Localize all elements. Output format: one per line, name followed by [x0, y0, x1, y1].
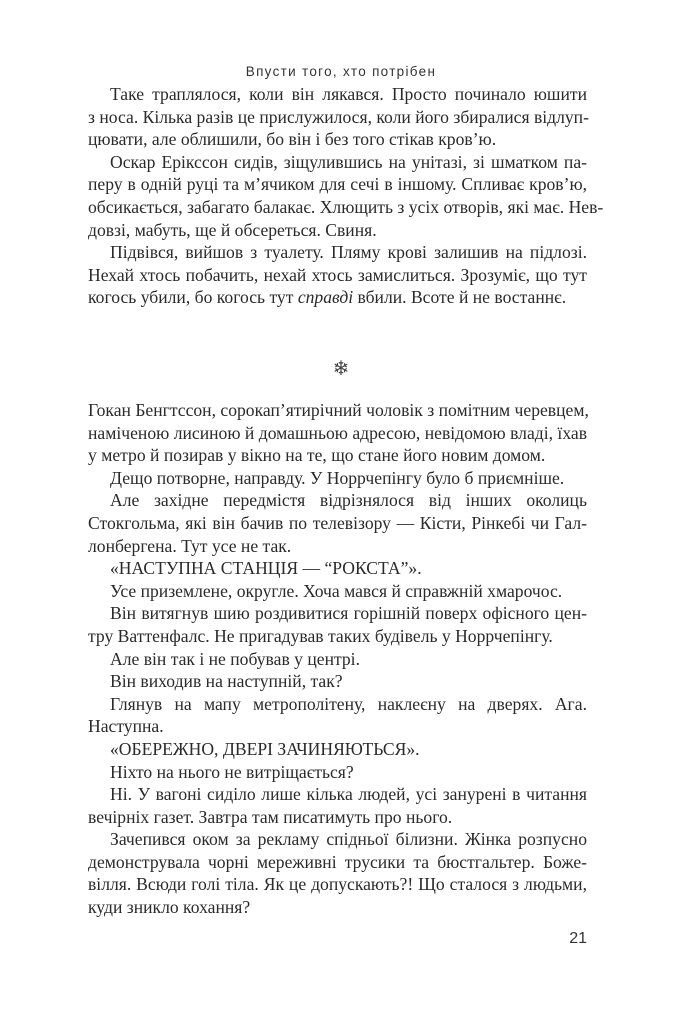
text-line: перу в одній руці та м’ячиком для сечі в іншому. Спливає кров’ю,	[88, 174, 587, 195]
text-line: лонбергена. Тут усе не так.	[88, 535, 292, 556]
paragraph	[88, 738, 587, 761]
paragraph	[88, 467, 587, 490]
text-line: Підвівся, вийшов з туалету. Пляму крові залишив на підлозі.	[110, 242, 587, 263]
text-line	[88, 286, 587, 309]
paragraph	[88, 602, 587, 647]
text-line: Гокан Бенгтссон, сорокап’ятирічний чоловік з помітним черевцем,	[88, 400, 589, 420]
paragraph	[88, 693, 587, 738]
paragraph	[88, 670, 587, 693]
text-line: Наступна.	[88, 716, 164, 737]
text-line: Стокгольма, які він бачив по телевізору — Кісти, Рінкебі чи Гал-	[88, 512, 587, 533]
text-line: Він витягнув шию роздивитися горішній поверх офісного цен-	[110, 603, 587, 624]
text-section-2	[88, 399, 587, 919]
text-line: «ОБЕРЕЖНО, ДВЕРІ ЗАЧИНЯЮТЬСЯ».	[110, 738, 420, 759]
page-number: 21	[569, 930, 587, 947]
paragraph	[88, 761, 587, 784]
text-line: обсикається, забагато балакає. Хлющить з усіх отворів, які має. Нев-	[88, 196, 604, 217]
text-line: Нехай хтось побачить, нехай хтось замислиться. Зрозуміє, що тут	[88, 264, 587, 285]
text-span: когось убили, бо когось тут	[88, 287, 298, 308]
text-line: Ніхто на нього не витріщається?	[110, 761, 354, 782]
text-span: вбили. Всоте й не востаннє.	[353, 287, 567, 308]
text-line: Таке траплялося, коли він лякався. Просто починало юшити	[110, 84, 587, 104]
text-line: Дещо потворне, направду. У Норрчепінгу було б приємніше.	[110, 467, 565, 488]
text-line: Оскар Ерікссон сидів, зіщулившись на унітазі, зі шматком па-	[110, 151, 587, 172]
text-line: тру Ваттенфалс. Не пригадував таких будівель у Норрчепінгу.	[88, 625, 553, 646]
text-line: наміченою лисиною й домашньою адресою, невідомою владі, їхав	[88, 422, 587, 443]
paragraph	[88, 580, 587, 603]
paragraph	[88, 489, 587, 557]
paragraph	[88, 648, 587, 671]
text-line: «НАСТУПНА СТАНЦІЯ — “РОКСТА”».	[110, 558, 422, 579]
text-line: Він виходив на наступній, так?	[110, 671, 343, 692]
paragraph	[88, 241, 587, 309]
paragraph	[88, 783, 587, 828]
paragraph	[88, 557, 587, 580]
text-line: Глянув на мапу метрополітену, наклеєну на дверях. Ага.	[110, 693, 587, 714]
text-line: у метро й позирав у вікно на те, що стане його новим домом.	[88, 445, 546, 466]
text-line: Усе приземлене, округле. Хоча мався й справжній хмарочос.	[110, 580, 563, 601]
text-line: довзі, мабуть, ще й обсереться. Свиня.	[88, 219, 377, 240]
text-line: Але він так і не побував у центрі.	[110, 648, 360, 669]
text-line: Зачепився оком за рекламу спідньої білизни. Жінка розпусно	[110, 829, 587, 850]
paragraph	[88, 83, 587, 151]
paragraph	[88, 151, 604, 241]
text-line: куди зникло кохання?	[88, 897, 251, 918]
text-line: з носа. Кілька разів це прислужилося, коли його збиралися відлуп-	[88, 106, 589, 127]
text-line: цювати, але облишили, бо він і без того стікав кров’ю.	[88, 129, 497, 150]
text-line: Але західне передмістя відрізнялося від інших околиць	[110, 490, 587, 511]
emphasized-word: справді	[297, 287, 354, 308]
running-header: Впусти того, хто потрібен	[245, 64, 437, 79]
paragraph	[88, 828, 587, 918]
text-line: вечірніх газет. Завтра там писатимуть про нього.	[88, 806, 453, 827]
text-line: демонструвала чорні мереживні трусики та бюстгальтер. Боже-	[88, 851, 587, 872]
text-section-1	[88, 83, 604, 309]
text-line: вілля. Всюди голі тіла. Як це допускають?! Що сталося з людьми,	[88, 874, 587, 895]
paragraph	[88, 399, 587, 467]
snowflake-icon: ❄	[332, 358, 350, 380]
text-line: Ні. У вагоні сиділо лише кілька людей, усі занурені в читання	[110, 784, 587, 805]
